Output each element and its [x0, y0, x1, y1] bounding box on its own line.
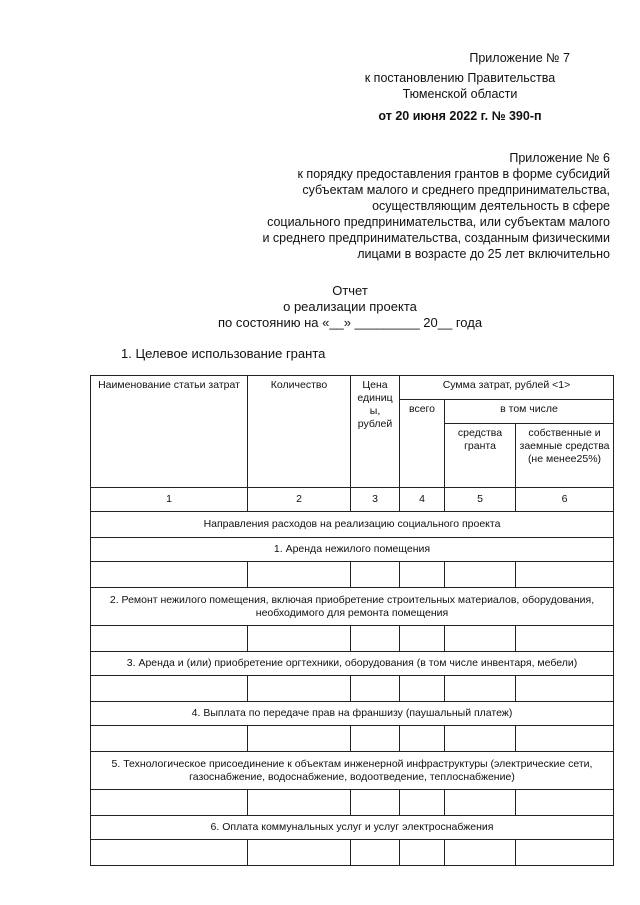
appendix-6-line-2: субъектам малого и среднего предпринимательства,	[302, 183, 610, 197]
empty-cell	[248, 626, 351, 652]
report-title: Отчет	[332, 283, 368, 298]
empty-cell	[91, 840, 248, 866]
directions-row: Направления расходов на реализацию социального проекта	[91, 512, 614, 538]
empty-cell	[516, 790, 614, 816]
empty-cell	[400, 562, 445, 588]
decree-line-1: к постановлению Правительства	[364, 71, 556, 85]
empty-cell	[516, 562, 614, 588]
empty-cell	[516, 626, 614, 652]
decree-block	[345, 70, 575, 124]
report-date-line: по состоянию на «__» _________ 20__ года	[217, 315, 483, 330]
empty-cell	[516, 726, 614, 752]
appendix-6-block	[190, 150, 610, 262]
appendix-6-title: Приложение № 6	[509, 151, 610, 165]
appendix-7-title: Приложение № 7	[469, 51, 570, 65]
empty-cell	[516, 676, 614, 702]
col-header-total: всего	[400, 400, 445, 488]
empty-cell	[445, 626, 516, 652]
grant-usage-table	[90, 375, 614, 866]
appendix-6-line-1: к порядку предоставления грантов в форме субсидий	[297, 167, 610, 181]
table-row	[91, 840, 614, 866]
empty-cell	[445, 790, 516, 816]
table-row	[91, 562, 614, 588]
empty-cell	[248, 840, 351, 866]
appendix-6-line-5: и среднего предпринимательства, созданным физическими	[262, 231, 610, 245]
col-number: 4	[400, 488, 445, 512]
report-title-block	[150, 283, 550, 331]
col-number: 1	[91, 488, 248, 512]
empty-cell	[400, 626, 445, 652]
col-header-own-funds: собственные и заемные средства (не менее25%)	[516, 424, 614, 488]
empty-cell	[445, 562, 516, 588]
empty-cell	[351, 626, 400, 652]
col-header-sum: Сумма затрат, рублей <1>	[400, 376, 614, 400]
section-heading: 1. Целевое использование гранта	[121, 346, 326, 361]
appendix-6-line-6: лицами в возрасте до 25 лет включительно	[357, 247, 610, 261]
appendix-6-line-3: осуществляющим деятельность в сфере	[372, 199, 610, 213]
category-row: 6. Оплата коммунальных услуг и услуг электроснабжения	[91, 816, 614, 840]
empty-cell	[248, 790, 351, 816]
table-row	[91, 790, 614, 816]
empty-cell	[445, 676, 516, 702]
decree-line-2: Тюменской области	[402, 87, 518, 101]
empty-cell	[351, 790, 400, 816]
empty-cell	[351, 676, 400, 702]
col-header-including: в том числе	[445, 400, 614, 424]
category-row: 5. Технологическое присоединение к объектам инженерной инфраструктуры (электрические сети, газоснабжение, водоснабжение, водоотведение, теплоснабжение)	[91, 752, 614, 790]
category-row: 4. Выплата по передаче прав на франшизу (паушальный платеж)	[91, 702, 614, 726]
table-row	[91, 626, 614, 652]
empty-cell	[351, 562, 400, 588]
empty-cell	[400, 790, 445, 816]
table-row	[91, 726, 614, 752]
empty-cell	[516, 840, 614, 866]
empty-cell	[445, 726, 516, 752]
empty-cell	[351, 726, 400, 752]
empty-cell	[91, 626, 248, 652]
category-row: 1. Аренда нежилого помещения	[91, 538, 614, 562]
empty-cell	[248, 562, 351, 588]
col-header-grant-funds: средства гранта	[445, 424, 516, 488]
col-number: 5	[445, 488, 516, 512]
category-row: 2. Ремонт нежилого помещения, включая приобретение строительных материалов, оборудования, необходимого для ремонта помещения	[91, 588, 614, 626]
empty-cell	[91, 676, 248, 702]
empty-cell	[248, 676, 351, 702]
table-row	[91, 676, 614, 702]
col-number: 6	[516, 488, 614, 512]
appendix-6-line-4: социального предпринимательства, или субъектам малого	[267, 215, 610, 229]
col-header-quantity: Количество	[248, 376, 351, 488]
empty-cell	[400, 676, 445, 702]
empty-cell	[248, 726, 351, 752]
empty-cell	[91, 790, 248, 816]
category-row: 3. Аренда и (или) приобретение оргтехники, оборудования (в том числе инвентаря, мебели)	[91, 652, 614, 676]
empty-cell	[351, 840, 400, 866]
empty-cell	[91, 562, 248, 588]
decree-date: от 20 июня 2022 г. № 390-п	[378, 109, 542, 123]
col-number: 3	[351, 488, 400, 512]
empty-cell	[400, 840, 445, 866]
empty-cell	[91, 726, 248, 752]
empty-cell	[400, 726, 445, 752]
report-subtitle: о реализации проекта	[283, 299, 417, 314]
empty-cell	[445, 840, 516, 866]
appendix-7-block	[310, 50, 610, 66]
col-number: 2	[248, 488, 351, 512]
col-header-name: Наименование статьи затрат	[91, 376, 248, 488]
col-header-price: Цена единиц ы, рублей	[351, 376, 400, 488]
